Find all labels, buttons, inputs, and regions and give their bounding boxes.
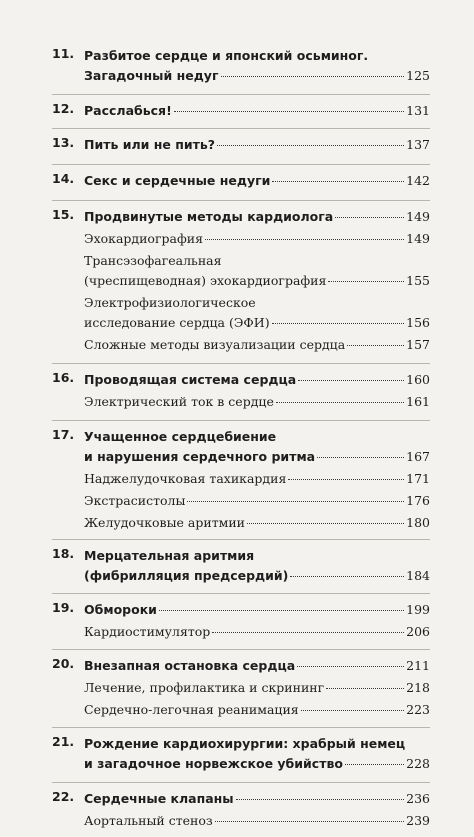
page-number: 206 [406, 624, 430, 639]
page-number: 149 [406, 231, 430, 246]
subsection-title: Кардиостимулятор [84, 624, 211, 639]
dot-leader [247, 523, 404, 524]
chapter-title: Сердечные клапаны [84, 791, 234, 806]
page-number: 142 [406, 173, 430, 188]
chapter-number: 14. [52, 171, 75, 186]
chapter-title-line [84, 600, 430, 620]
dot-leader [212, 632, 404, 633]
chapter-body [84, 789, 430, 831]
chapter-title: Расслабься! [84, 103, 172, 118]
subsection-title: Желудочковые аритмии [84, 515, 246, 530]
page-number: 161 [406, 394, 430, 409]
dot-leader [187, 501, 404, 502]
dot-leader [272, 323, 405, 324]
dot-leader [317, 457, 404, 458]
page-number: 218 [406, 680, 430, 695]
chapter-body [84, 207, 430, 355]
chapter-title: Внезапная остановка сердца [84, 658, 296, 673]
dot-leader [205, 239, 404, 240]
chapter-number: 13. [52, 135, 75, 150]
dot-leader [288, 479, 404, 480]
page-number: 137 [406, 137, 430, 152]
page-number: 171 [406, 471, 430, 486]
chapter-number: 21. [52, 734, 75, 749]
page-number: 223 [406, 702, 430, 717]
toc-chapter[interactable] [52, 421, 430, 540]
toc-chapter[interactable] [52, 594, 430, 650]
page-number: 167 [406, 449, 430, 464]
chapter-title-line [84, 566, 430, 586]
dot-leader [272, 181, 404, 182]
chapter-body [84, 734, 430, 774]
chapter-title: Рождение кардиохирургии: храбрый немец [84, 736, 406, 751]
chapter-number: 15. [52, 207, 75, 222]
chapter-body [84, 135, 430, 155]
page-number: 131 [406, 103, 430, 118]
chapter-number: 19. [52, 600, 75, 615]
dot-leader [221, 76, 405, 77]
subsection-title: Трансэзофагеальная [84, 253, 222, 268]
subsection-title: Аортальный стеноз [84, 813, 213, 828]
dot-leader [328, 281, 404, 282]
subsection-title: исследование сердца (ЭФИ) [84, 315, 270, 330]
dot-leader [345, 764, 404, 765]
toc-chapter[interactable] [52, 364, 430, 421]
chapter-title: Разбитое сердце и японский осьминог. [84, 48, 369, 63]
chapter-title-line [84, 427, 430, 447]
subsection-line [84, 678, 430, 698]
page-number: 211 [406, 658, 430, 673]
page-number: 156 [406, 315, 430, 330]
subsection-line [84, 491, 430, 511]
chapter-title: Продвинутые методы кардиолога [84, 209, 334, 224]
subsection-title: Лечение, профилактика и скрининг [84, 680, 325, 695]
toc-chapter[interactable] [52, 540, 430, 594]
chapter-title-line [84, 46, 430, 66]
toc-chapter[interactable] [52, 46, 430, 95]
subsection-title: Экстрасистолы [84, 493, 186, 508]
subsection-line [84, 622, 430, 642]
chapter-title: и загадочное норвежское убийство [84, 756, 343, 771]
subsection-title: Сложные методы визуализации сердца [84, 337, 346, 352]
dot-leader [297, 666, 404, 667]
chapter-title: Мерцательная аритмия [84, 548, 255, 563]
chapter-title-line [84, 734, 430, 754]
toc-chapter[interactable] [52, 728, 430, 783]
subsection-line [84, 313, 430, 333]
chapter-title-line [84, 546, 430, 566]
dot-leader [347, 345, 404, 346]
page-number: 180 [406, 515, 430, 530]
chapter-title-line [84, 789, 430, 809]
dot-leader [326, 688, 404, 689]
dot-leader [159, 610, 404, 611]
dot-leader [290, 576, 404, 577]
chapter-title: Пить или не пить? [84, 137, 216, 152]
page-number: 155 [406, 273, 430, 288]
page-number: 176 [406, 493, 430, 508]
toc-chapter[interactable] [52, 650, 430, 728]
page-number: 160 [406, 372, 430, 387]
chapter-title-line [84, 66, 430, 86]
subsection-title: Эхокардиография [84, 231, 203, 246]
page-number: 228 [406, 756, 430, 771]
subsection-line [84, 293, 430, 313]
subsection-line [84, 513, 430, 533]
chapter-number: 18. [52, 546, 75, 561]
dot-leader [335, 217, 404, 218]
toc-chapter[interactable] [52, 129, 430, 165]
subsection-line [84, 469, 430, 489]
chapter-title: Загадочный недуг [84, 68, 219, 83]
page-number: 184 [406, 568, 430, 583]
subsection-title: Электрофизиологическое [84, 295, 256, 310]
page-number: 157 [406, 337, 430, 352]
chapter-number: 17. [52, 427, 75, 442]
chapter-body [84, 370, 430, 412]
subsection-line [84, 229, 430, 249]
chapter-title-line [84, 171, 430, 191]
toc-chapter[interactable] [52, 95, 430, 129]
page-number: 125 [406, 68, 430, 83]
chapter-title: Учащенное сердцебиение [84, 429, 277, 444]
chapter-title-line [84, 447, 430, 467]
chapter-number: 22. [52, 789, 75, 804]
subsection-line [84, 811, 430, 831]
subsection-line [84, 335, 430, 355]
chapter-title-line [84, 370, 430, 390]
subsection-line [84, 700, 430, 720]
chapter-body [84, 656, 430, 720]
dot-leader [215, 821, 404, 822]
chapter-number: 16. [52, 370, 75, 385]
page-number: 199 [406, 602, 430, 617]
dot-leader [301, 710, 404, 711]
toc-chapter[interactable] [52, 201, 430, 364]
chapter-title: и нарушения сердечного ритма [84, 449, 316, 464]
subsection-title: (чреспищеводная) эхокардиография [84, 273, 327, 288]
chapter-body [84, 46, 430, 86]
subsection-line [84, 392, 430, 412]
dot-leader [276, 402, 404, 403]
chapter-title: Секс и сердечные недуги [84, 173, 271, 188]
subsection-title: Сердечно-легочная реанимация [84, 702, 299, 717]
chapter-number: 12. [52, 101, 75, 116]
subsection-line [84, 251, 430, 271]
dot-leader [298, 380, 404, 381]
chapter-title-line [84, 656, 430, 676]
subsection-line [84, 271, 430, 291]
subsection-title: Электрический ток в сердце [84, 394, 274, 409]
dot-leader [174, 111, 404, 112]
chapter-body [84, 546, 430, 586]
dot-leader [236, 799, 405, 800]
chapter-title-line [84, 207, 430, 227]
chapter-body [84, 101, 430, 121]
chapter-number: 11. [52, 46, 75, 61]
chapter-title: (фибрилляция предсердий) [84, 568, 289, 583]
toc-chapter[interactable] [52, 165, 430, 201]
page-number: 239 [406, 813, 430, 828]
chapter-number: 20. [52, 656, 75, 671]
page-number: 236 [406, 791, 430, 806]
subsection-title: Наджелудочковая тахикардия [84, 471, 287, 486]
chapter-body [84, 427, 430, 533]
chapter-title-line [84, 101, 430, 121]
dot-leader [217, 145, 404, 146]
chapter-title: Проводящая система сердца [84, 372, 297, 387]
chapter-body [84, 600, 430, 642]
chapter-title-line [84, 754, 430, 774]
toc-chapter[interactable] [52, 783, 430, 837]
chapter-body [84, 171, 430, 191]
chapter-title-line [84, 135, 430, 155]
chapter-title: Обмороки [84, 602, 157, 617]
page-number: 149 [406, 209, 430, 224]
table-of-contents [52, 46, 430, 837]
